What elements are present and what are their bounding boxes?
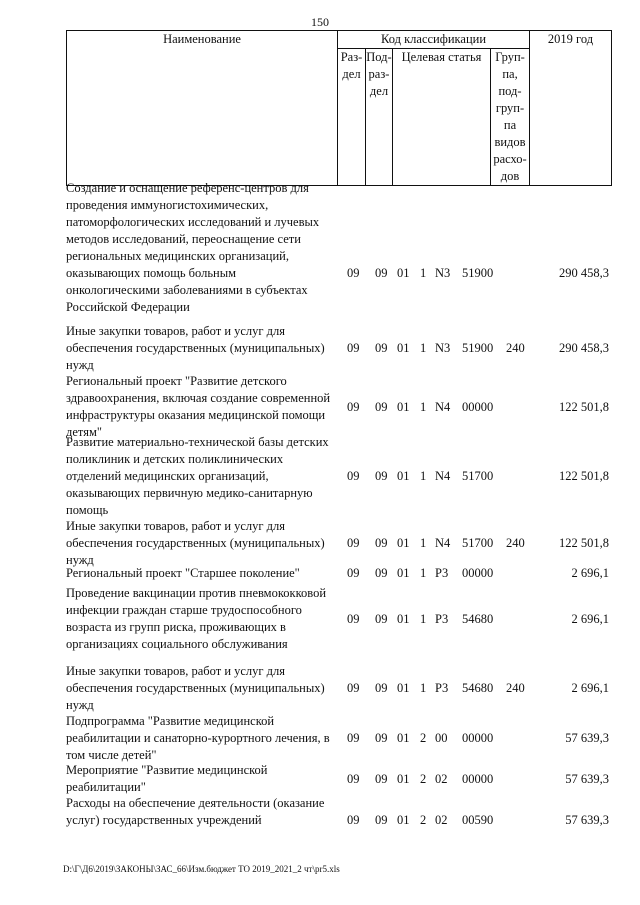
row-name-line: детям"	[66, 425, 102, 439]
row-name-line: онкологическими заболеваниями в субъектах	[66, 283, 308, 297]
row-razdel: 09	[347, 566, 360, 580]
row-podrazdel: 09	[375, 612, 388, 626]
row-b: 1	[420, 536, 427, 550]
row-name-line: инфраструктуры оказания медицинской помощи	[66, 408, 326, 422]
row-name-line: отделений медицинских организаций,	[66, 469, 269, 483]
row-name-line: обеспечения государственных (муниципальных)	[66, 681, 325, 695]
row-name	[66, 762, 344, 796]
row-c: N4	[435, 536, 451, 550]
row-a: 01	[397, 813, 410, 827]
row-name-line: обеспечения государственных (муниципальных)	[66, 341, 325, 355]
row-name	[66, 180, 344, 316]
row-name-line: помощь	[66, 503, 109, 517]
row-name	[66, 585, 344, 653]
row-d: 54680	[462, 681, 494, 695]
row-name-line: Иные закупки товаров, работ и услуг для	[66, 519, 286, 533]
row-d: 00000	[462, 566, 494, 580]
row-d: 51700	[462, 469, 494, 483]
row-d: 54680	[462, 612, 494, 626]
row-b: 2	[420, 731, 427, 745]
row-d: 51900	[462, 266, 494, 280]
row-amount: 57 639,3	[565, 813, 609, 827]
row-d: 51700	[462, 536, 494, 550]
row-a: 01	[397, 341, 410, 355]
row-name-line: услуг) государственных учреждений	[66, 813, 262, 827]
row-amount: 122 501,8	[559, 400, 609, 414]
row-name	[66, 565, 344, 582]
row-name-line: реабилитации и санаторно-курортного лечения, в	[66, 731, 330, 745]
row-b: 2	[420, 772, 427, 786]
row-name	[66, 713, 344, 764]
row-name	[66, 373, 344, 441]
row-d: 00000	[462, 400, 494, 414]
row-name-line: нужд	[66, 698, 94, 712]
table-header	[66, 30, 612, 186]
row-podrazdel: 09	[375, 536, 388, 550]
row-razdel: 09	[347, 341, 360, 355]
header-classification: Код классификации	[338, 31, 530, 49]
row-razdel: 09	[347, 536, 360, 550]
row-name-line: Иные закупки товаров, работ и услуг для	[66, 664, 286, 678]
row-a: 01	[397, 566, 410, 580]
row-razdel: 09	[347, 612, 360, 626]
row-podrazdel: 09	[375, 681, 388, 695]
row-name-line: возраста из групп риска, проживающих в	[66, 620, 286, 634]
row-d: 00000	[462, 772, 494, 786]
row-c: 02	[435, 813, 448, 827]
row-name-line: инфекции граждан старше трудоспособного	[66, 603, 302, 617]
row-podrazdel: 09	[375, 469, 388, 483]
row-c: P3	[435, 566, 449, 580]
row-a: 01	[397, 266, 410, 280]
row-amount: 290 458,3	[559, 341, 609, 355]
row-name-line: организациях социального обслуживания	[66, 637, 288, 651]
row-d: 00590	[462, 813, 494, 827]
row-name	[66, 434, 344, 519]
row-b: 1	[420, 266, 427, 280]
row-amount: 122 501,8	[559, 536, 609, 550]
row-razdel: 09	[347, 400, 360, 414]
row-a: 01	[397, 400, 410, 414]
row-name-line: Создание и оснащение референс-центров для	[66, 181, 309, 195]
row-razdel: 09	[347, 681, 360, 695]
row-name-line: Иные закупки товаров, работ и услуг для	[66, 324, 286, 338]
row-amount: 2 696,1	[571, 681, 609, 695]
page-number: 150	[311, 15, 329, 29]
row-name-line: Развитие материально-технической базы детских	[66, 435, 329, 449]
row-podrazdel: 09	[375, 772, 388, 786]
row-a: 01	[397, 681, 410, 695]
row-podrazdel: 09	[375, 566, 388, 580]
row-c: P3	[435, 612, 449, 626]
row-d: 51900	[462, 341, 494, 355]
row-razdel: 09	[347, 813, 360, 827]
row-razdel: 09	[347, 469, 360, 483]
row-name	[66, 663, 344, 714]
row-c: N3	[435, 341, 451, 355]
row-amount: 2 696,1	[571, 566, 609, 580]
row-name-line: Проведение вакцинации против пневмококковой	[66, 586, 327, 600]
row-a: 01	[397, 536, 410, 550]
header-name: Наименование	[67, 31, 338, 186]
row-b: 1	[420, 612, 427, 626]
row-podrazdel: 09	[375, 341, 388, 355]
row-amount: 57 639,3	[565, 772, 609, 786]
header-year: 2019 год	[530, 31, 612, 186]
row-amount: 2 696,1	[571, 612, 609, 626]
row-name-line: Российской Федерации	[66, 300, 190, 314]
row-c: N4	[435, 400, 451, 414]
row-amount: 57 639,3	[565, 731, 609, 745]
row-c: 02	[435, 772, 448, 786]
row-b: 1	[420, 400, 427, 414]
row-razdel: 09	[347, 772, 360, 786]
row-d: 00000	[462, 731, 494, 745]
row-name-line: патоморфологических исследований и лучевых	[66, 215, 320, 229]
row-name-line: поликлиник и детских поликлинических	[66, 452, 284, 466]
header-group: Груп- па, под- груп- па видов расхо- дов	[491, 49, 530, 186]
row-razdel: 09	[347, 266, 360, 280]
row-name-line: Региональный проект "Развитие детского	[66, 374, 287, 388]
row-name-line: Подпрограмма "Развитие медицинской	[66, 714, 275, 728]
row-name	[66, 795, 344, 829]
header-podrazdel: Под- раз- дел	[366, 49, 393, 186]
row-c: 00	[435, 731, 448, 745]
header-target: Целевая статья	[393, 49, 491, 186]
row-name-line: Региональный проект "Старшее поколение"	[66, 566, 300, 580]
header-razdel: Раз- дел	[338, 49, 366, 186]
row-name-line: региональных медицинских организаций,	[66, 249, 289, 263]
row-a: 01	[397, 469, 410, 483]
row-b: 1	[420, 566, 427, 580]
row-name-line: Мероприятие "Развитие медицинской	[66, 763, 268, 777]
row-podrazdel: 09	[375, 731, 388, 745]
row-amount: 122 501,8	[559, 469, 609, 483]
row-name	[66, 518, 344, 569]
row-name-line: здравоохранения, включая создание современной	[66, 391, 331, 405]
row-name-line: реабилитации"	[66, 780, 146, 794]
row-name-line: нужд	[66, 553, 94, 567]
row-name	[66, 323, 344, 374]
row-b: 1	[420, 681, 427, 695]
row-name-line: нужд	[66, 358, 94, 372]
row-name-line: методов исследований, переоснащение сети	[66, 232, 301, 246]
row-a: 01	[397, 612, 410, 626]
row-name-line: оказывающих первичную медико-санитарную	[66, 486, 313, 500]
row-name-line: обеспечения государственных (муниципальных)	[66, 536, 325, 550]
row-b: 1	[420, 341, 427, 355]
row-razdel: 09	[347, 731, 360, 745]
row-c: N3	[435, 266, 451, 280]
row-c: P3	[435, 681, 449, 695]
row-a: 01	[397, 772, 410, 786]
row-name-line: оказывающих помощь больным	[66, 266, 237, 280]
row-a: 01	[397, 731, 410, 745]
row-b: 1	[420, 469, 427, 483]
row-group: 240	[506, 681, 525, 695]
row-group: 240	[506, 536, 525, 550]
row-b: 2	[420, 813, 427, 827]
row-podrazdel: 09	[375, 813, 388, 827]
row-name-line: том числе детей"	[66, 748, 157, 762]
row-podrazdel: 09	[375, 266, 388, 280]
row-name-line: проведения иммуногистохимических,	[66, 198, 269, 212]
row-group: 240	[506, 341, 525, 355]
row-name-line: Расходы на обеспечение деятельности (оказание	[66, 796, 325, 810]
footer-file-path: D:\Г\Д6\2019\ЗАКОНЫ\ЗАС_66\Изм.бюджет ТО 2019_2021_2 чт\pr5.xls	[63, 864, 340, 874]
row-amount: 290 458,3	[559, 266, 609, 280]
row-c: N4	[435, 469, 451, 483]
row-podrazdel: 09	[375, 400, 388, 414]
